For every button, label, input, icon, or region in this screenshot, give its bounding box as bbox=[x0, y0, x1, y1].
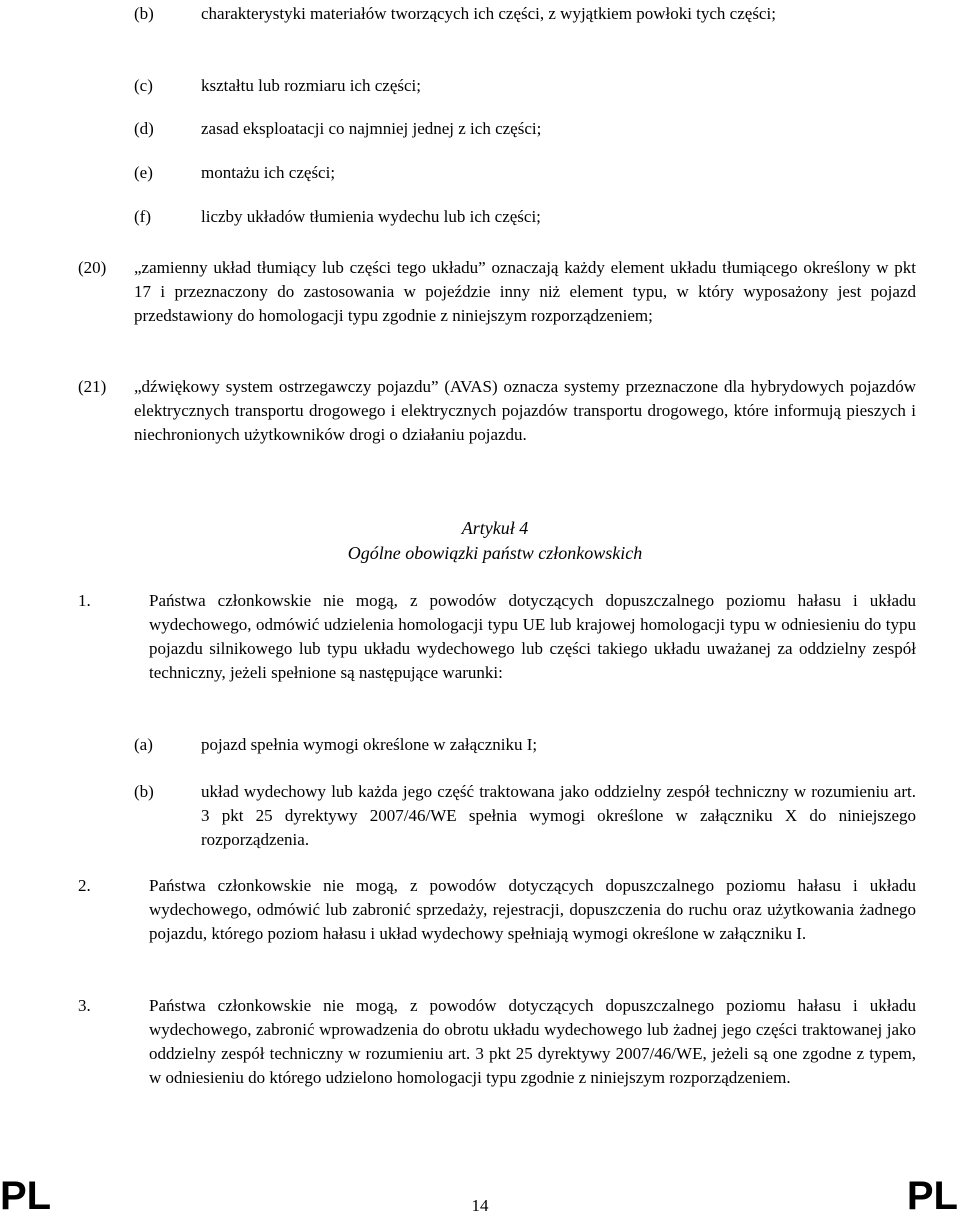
list-item-text: zasad eksploatacji co najmniej jednej z ich części; bbox=[201, 119, 542, 138]
article-subtitle: Ogólne obowiązki państw członkowskich bbox=[347, 543, 643, 563]
definition-label: (21) bbox=[78, 377, 107, 396]
definition-text: „zamienny układ tłumiący lub części tego układu” oznaczają każdy element układu tłumiącego określony w pkt 17 i przeznaczony do zastosowania w pojeździe inny niż element typu, w który wyposażony jest pojazd przedstawiony do homologacji typu zgodnie z niniejszym rozporządzeniem; bbox=[134, 258, 916, 325]
list-label: (d) bbox=[134, 119, 154, 138]
list-label: (b) bbox=[134, 4, 154, 23]
paragraph-text: Państwa członkowskie nie mogą, z powodów dotyczących dopuszczalnego poziomu hałasu i układu wydechowego, odmówić lub zabronić sprzedaży, rejestracji, dopuszczenia do ruchu oraz użytkowania żadnego pojazdu, którego poziom hałasu i układ wydechowy spełniają wymogi określone w załączniku I. bbox=[149, 876, 916, 943]
list-item-text: montażu ich części; bbox=[201, 163, 336, 182]
condition-label: (b) bbox=[134, 782, 154, 801]
condition-text: pojazd spełnia wymogi określone w załączniku I; bbox=[201, 735, 538, 754]
list-label: (e) bbox=[134, 163, 153, 182]
condition-text: układ wydechowy lub każda jego część traktowana jako oddzielny zespół techniczny w rozumieniu art. 3 pkt 25 dyrektywy 2007/46/WE spełnia wymogi określone w załączniku X do niniejszego rozporządzenia. bbox=[201, 782, 916, 849]
article-title: Artykuł 4 bbox=[461, 518, 529, 538]
paragraph-text: Państwa członkowskie nie mogą, z powodów dotyczących dopuszczalnego poziomu hałasu i układu wydechowego, odmówić udzielenia homologacji typu UE lub krajowej homologacji typu w odniesieniu do typu pojazdu silnikowego lub typu układu wydechowego lub części takiego układu uważanej za oddzielny zespół techniczny, jeżeli spełnione są następujące warunki: bbox=[149, 591, 916, 682]
definition-label: (20) bbox=[78, 258, 107, 277]
list-item-text: charakterystyki materiałów tworzących ich części, z wyjątkiem powłoki tych części; bbox=[201, 4, 776, 23]
paragraph-number: 1. bbox=[78, 591, 91, 610]
list-label: (f) bbox=[134, 207, 151, 226]
paragraph-text: Państwa członkowskie nie mogą, z powodów dotyczących dopuszczalnego poziomu hałasu i układu wydechowego, zabronić wprowadzenia do obrotu układu wydechowego lub żadnej jego części traktowanej jako oddzielny zespół techniczny w rozumieniu art. 3 pkt 25 dyrektywy 2007/46/WE, jeżeli są one zgodne z typem, w odniesieniu do którego udzielono homologacji typu zgodnie z niniejszym rozporządzeniem. bbox=[149, 996, 916, 1087]
page-number: 14 bbox=[471, 1196, 489, 1215]
list-label: (c) bbox=[134, 76, 153, 95]
definition-text: „dźwiękowy system ostrzegawczy pojazdu” (AVAS) oznacza systemy przeznaczone dla hybrydowych pojazdów elektrycznych transportu drogowego i elektrycznych pojazdów transportu drogowego, które informują pieszych i niechronionych użytkowników drogi o działaniu pojazdu. bbox=[134, 377, 916, 444]
condition-label: (a) bbox=[134, 735, 153, 754]
list-item-text: liczby układów tłumienia wydechu lub ich części; bbox=[201, 207, 541, 226]
language-code-left: PL bbox=[0, 1174, 52, 1218]
list-item-text: kształtu lub rozmiaru ich części; bbox=[201, 76, 421, 95]
language-code-right: PL bbox=[906, 1174, 958, 1218]
paragraph-number: 3. bbox=[78, 996, 91, 1015]
paragraph-number: 2. bbox=[78, 876, 91, 895]
